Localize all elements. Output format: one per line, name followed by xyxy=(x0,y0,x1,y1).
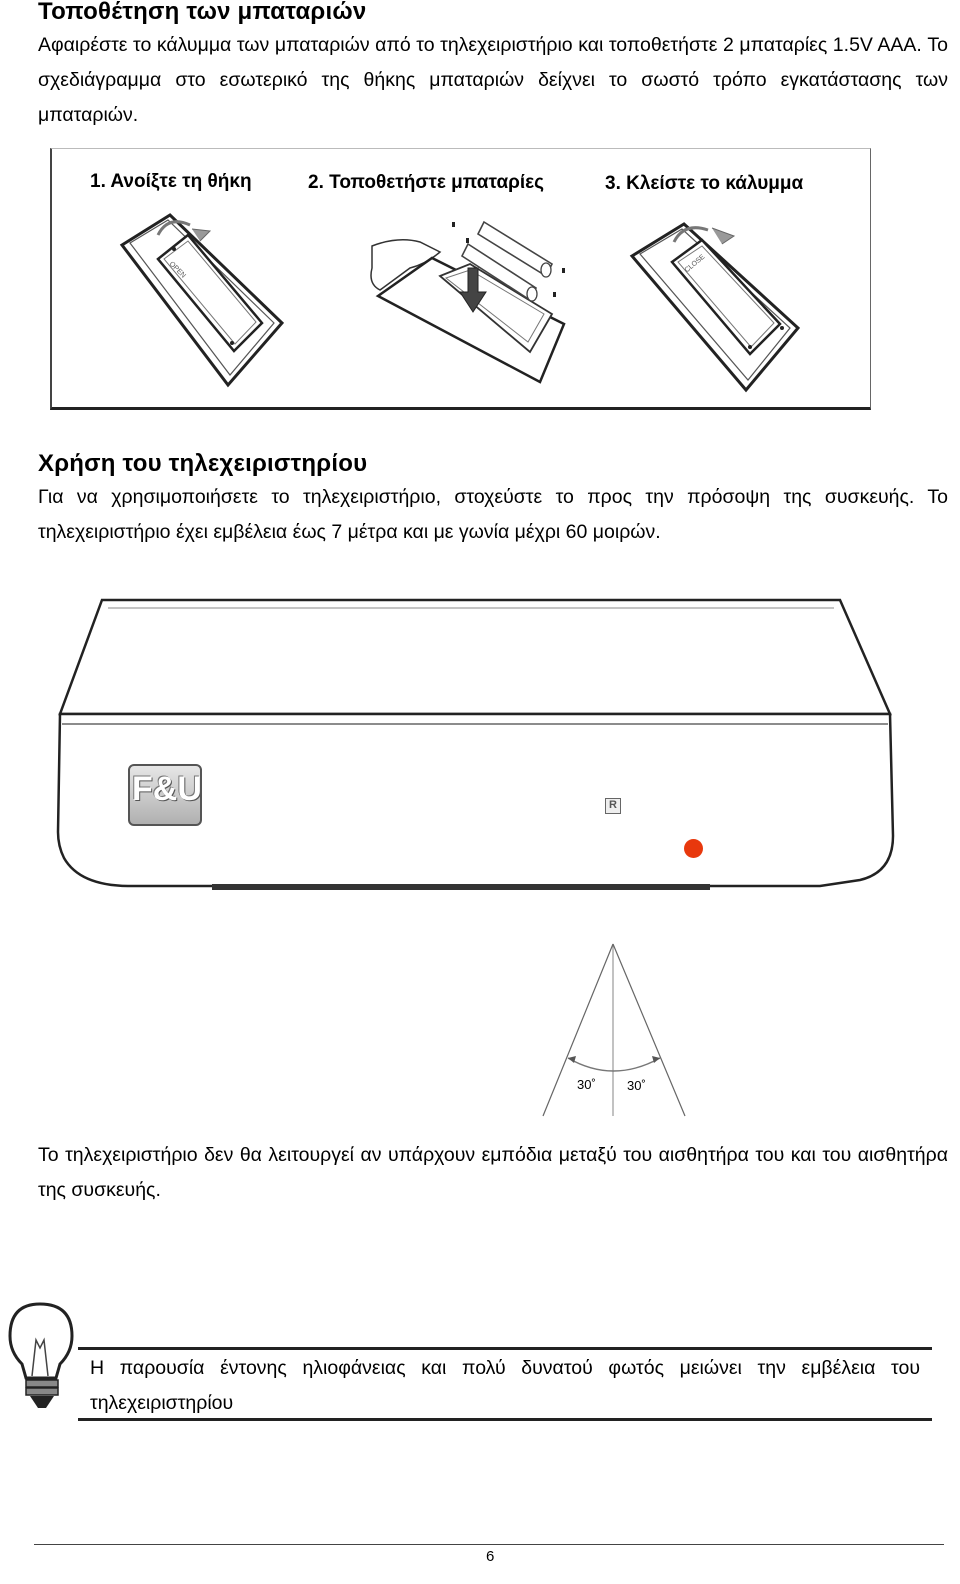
battery-section-body: Αφαιρέστε το κάλυμμα των μπαταριών από το τηλεχειριστήριο και τοποθετήστε 2 μπαταρίες 1.5V AAA. Το σχεδιάγραμμα στο εσωτερικό της θήκης μπαταριών δείχνει το σωστό τρόπο εγκατάστασης των μπαταριών. xyxy=(38,34,948,126)
tip-rule-bottom xyxy=(78,1418,932,1421)
brand-logo-text: F&U xyxy=(132,770,202,808)
step-1-label: 1. Ανοίξτε τη θήκη xyxy=(90,171,252,192)
battery-section-title: Τοποθέτηση των μπαταριών xyxy=(38,0,367,25)
remote-close-illustration xyxy=(622,210,812,400)
right-angle-label: 30˚ xyxy=(627,1078,646,1093)
remote-section-title: Χρήση του τηλεχειριστηρίου xyxy=(38,450,368,477)
lightbulb-icon xyxy=(2,1300,82,1415)
left-angle-label: 30˚ xyxy=(577,1077,596,1092)
close-cover-text: CLOSE xyxy=(683,253,707,275)
footer-rule xyxy=(34,1544,944,1545)
ir-sensor-icon xyxy=(605,798,621,814)
obstacle-note: Το τηλεχειριστήριο δεν θα λειτουργεί αν υπάρχουν εμπόδια μεταξύ του αισθητήρα του και του αισθητήρα της συσκευής. xyxy=(38,1144,948,1201)
remote-open-illustration xyxy=(110,205,300,395)
open-cover-text: OPEN xyxy=(167,260,187,280)
remote-insert-batteries-illustration xyxy=(370,212,570,392)
step-3-label: 3. Κλείστε το κάλυμμα xyxy=(605,173,804,194)
brand-logo xyxy=(128,764,202,826)
angle-diagram xyxy=(530,932,700,1122)
page-number: 6 xyxy=(486,1548,495,1565)
tip-rule-top xyxy=(78,1347,932,1350)
step-2-label: 2. Τοποθετήστε μπαταρίες xyxy=(308,172,545,193)
remote-section-body: Για να χρησιμοποιήσετε το τηλεχειριστήριο, στοχεύστε το προς την πρόσοψη της συσκευής. Το τηλεχειριστήριο έχει εμβέλεια έως 7 μέτρα και με γωνία μέχρι 60 μοιρών. xyxy=(38,486,948,543)
power-led xyxy=(684,839,703,858)
ir-sensor-label: R xyxy=(609,799,617,811)
tip-text: Η παρουσία έντονης ηλιοφάνειας και πολύ δυνατού φωτός μειώνει την εμβέλεια του τηλεχειριστηρίου xyxy=(90,1357,920,1414)
